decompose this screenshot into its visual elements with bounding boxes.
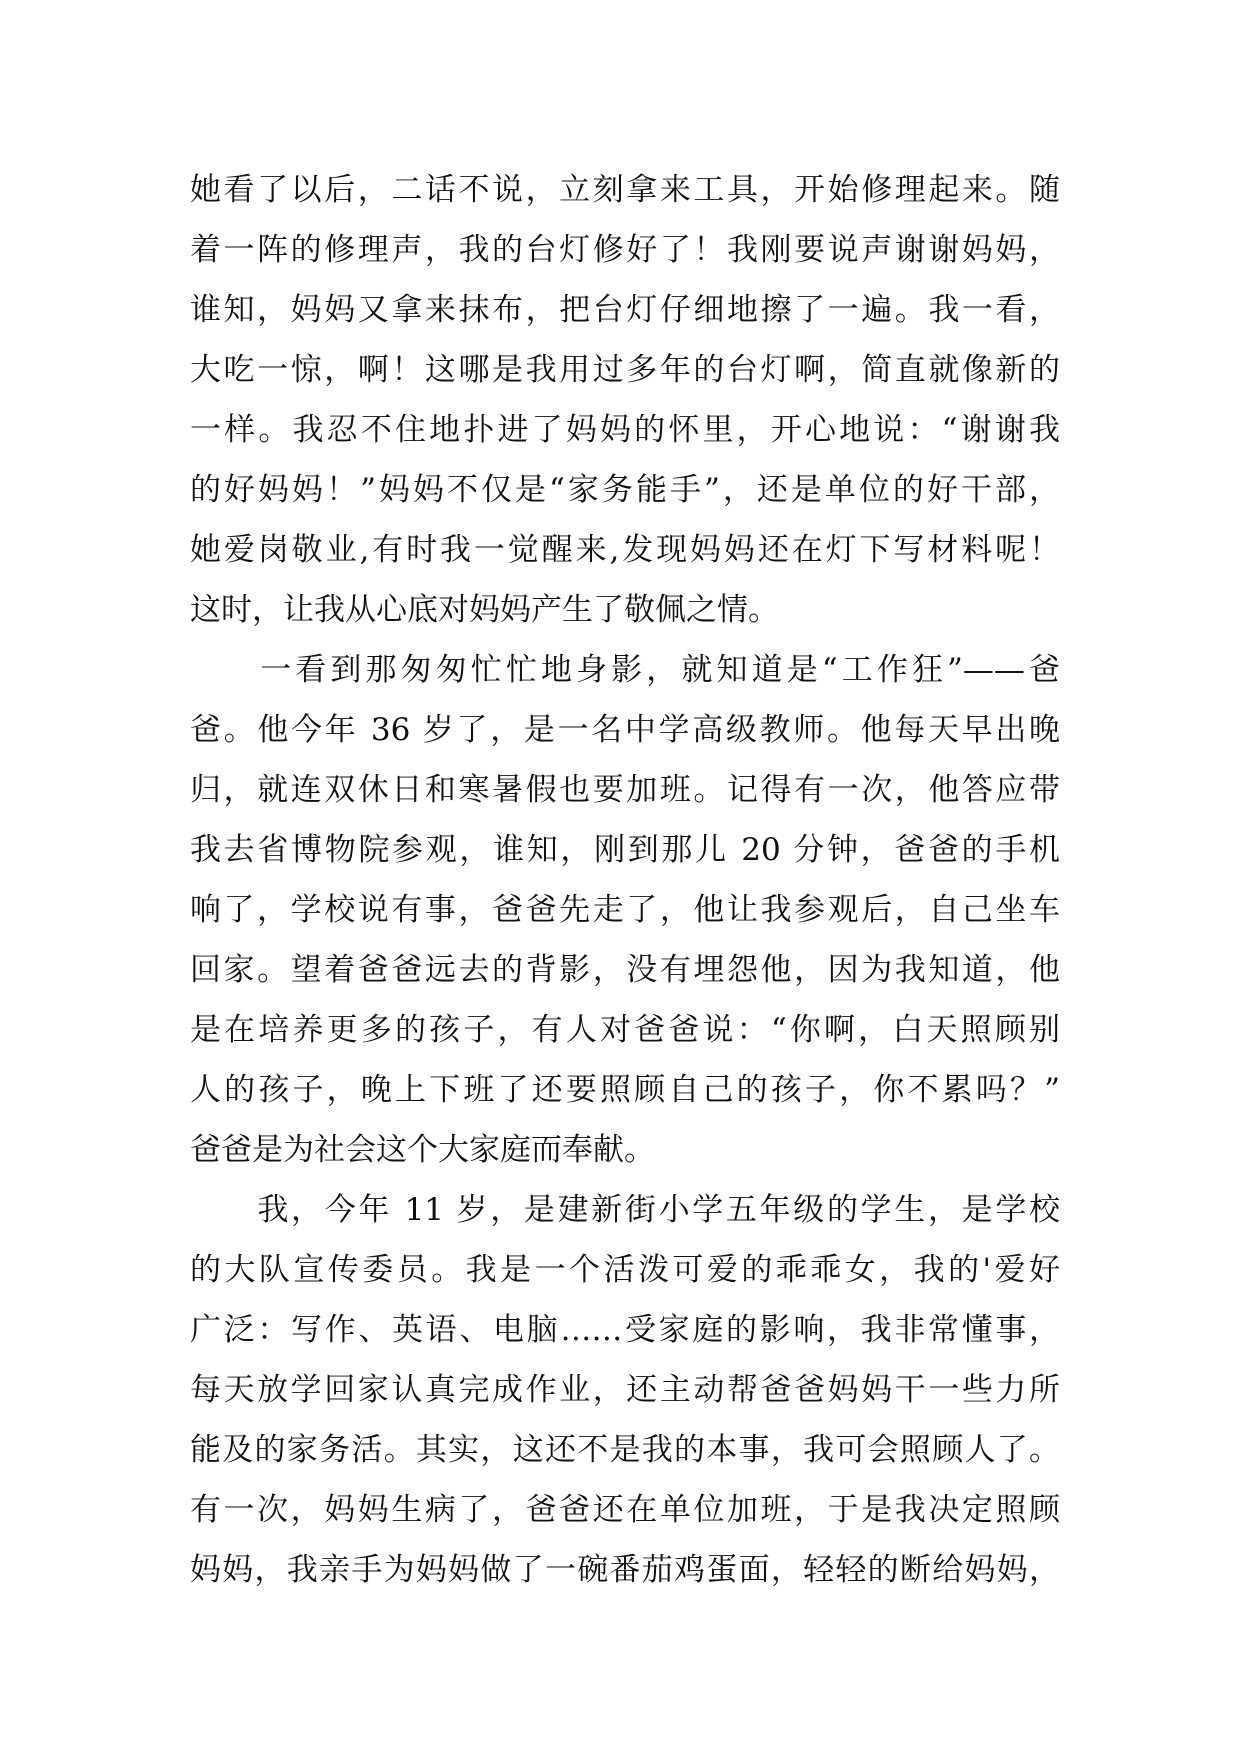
text-line: 她爱岗敬业,有时我一觉醒来,发现妈妈还在灯下写材料呢！ [190,532,1060,568]
text-line: 这时，让我从心底对妈妈产生了敬佩之情。 [190,592,779,628]
text-line: 响了，学校说有事，爸爸先走了，他让我参观后，自己坐车 [190,892,1060,928]
text-line: 有一次，妈妈生病了，爸爸还在单位加班，于是我决定照顾 [190,1492,1060,1528]
text-line: 大吃一惊，啊！这哪是我用过多年的台灯啊，简直就像新的 [190,352,1060,388]
text-line: 能及的家务活。其实，这还不是我的本事，我可会照顾人了。 [190,1432,1060,1468]
text-line: 一看到那匆匆忙忙地身影，就知道是“工作狂”——爸 [190,652,1060,688]
text-line: 是在培养更多的孩子，有人对爸爸说：“你啊，白天照顾别 [190,1012,1060,1048]
text-line: 谁知，妈妈又拿来抹布，把台灯仔细地擦了一遍。我一看， [190,292,1060,328]
text-line: 我去省博物院参观，谁知，刚到那儿 20 分钟，爸爸的手机 [190,832,1060,868]
text-line: 我，今年 11 岁，是建新街小学五年级的学生，是学校 [190,1192,1060,1228]
text-line: 广泛：写作、英语、电脑……受家庭的影响，我非常懂事， [190,1312,1060,1348]
text-line: 每天放学回家认真完成作业，还主动帮爸爸妈妈干一些力所 [190,1372,1060,1408]
text-line: 一样。我忍不住地扑进了妈妈的怀里，开心地说：“谢谢我 [190,412,1060,448]
text-line: 妈妈，我亲手为妈妈做了一碗番茄鸡蛋面，轻轻的断给妈妈， [190,1552,1060,1588]
text-line: 着一阵的修理声，我的台灯修好了！我刚要说声谢谢妈妈， [190,232,1060,268]
text-line: 的好妈妈！”妈妈不仅是“家务能手”，还是单位的好干部， [190,472,1060,508]
text-line: 人的孩子，晚上下班了还要照顾自己的孩子，你不累吗？” [190,1072,1060,1108]
text-line: 爸爸是为社会这个大家庭而奉献。 [190,1132,655,1168]
text-line: 回家。望着爸爸远去的背影，没有埋怨他，因为我知道，他 [190,952,1060,988]
text-line: 的大队宣传委员。我是一个活泼可爱的乖乖女，我的'爱好 [190,1252,1060,1288]
text-line: 她看了以后，二话不说，立刻拿来工具，开始修理起来。随 [190,172,1060,208]
text-line: 爸。他今年 36 岁了，是一名中学高级教师。他每天早出晚 [190,712,1060,748]
body-text [190,160,1060,1600]
text-line: 归，就连双休日和寒暑假也要加班。记得有一次，他答应带 [190,772,1060,808]
